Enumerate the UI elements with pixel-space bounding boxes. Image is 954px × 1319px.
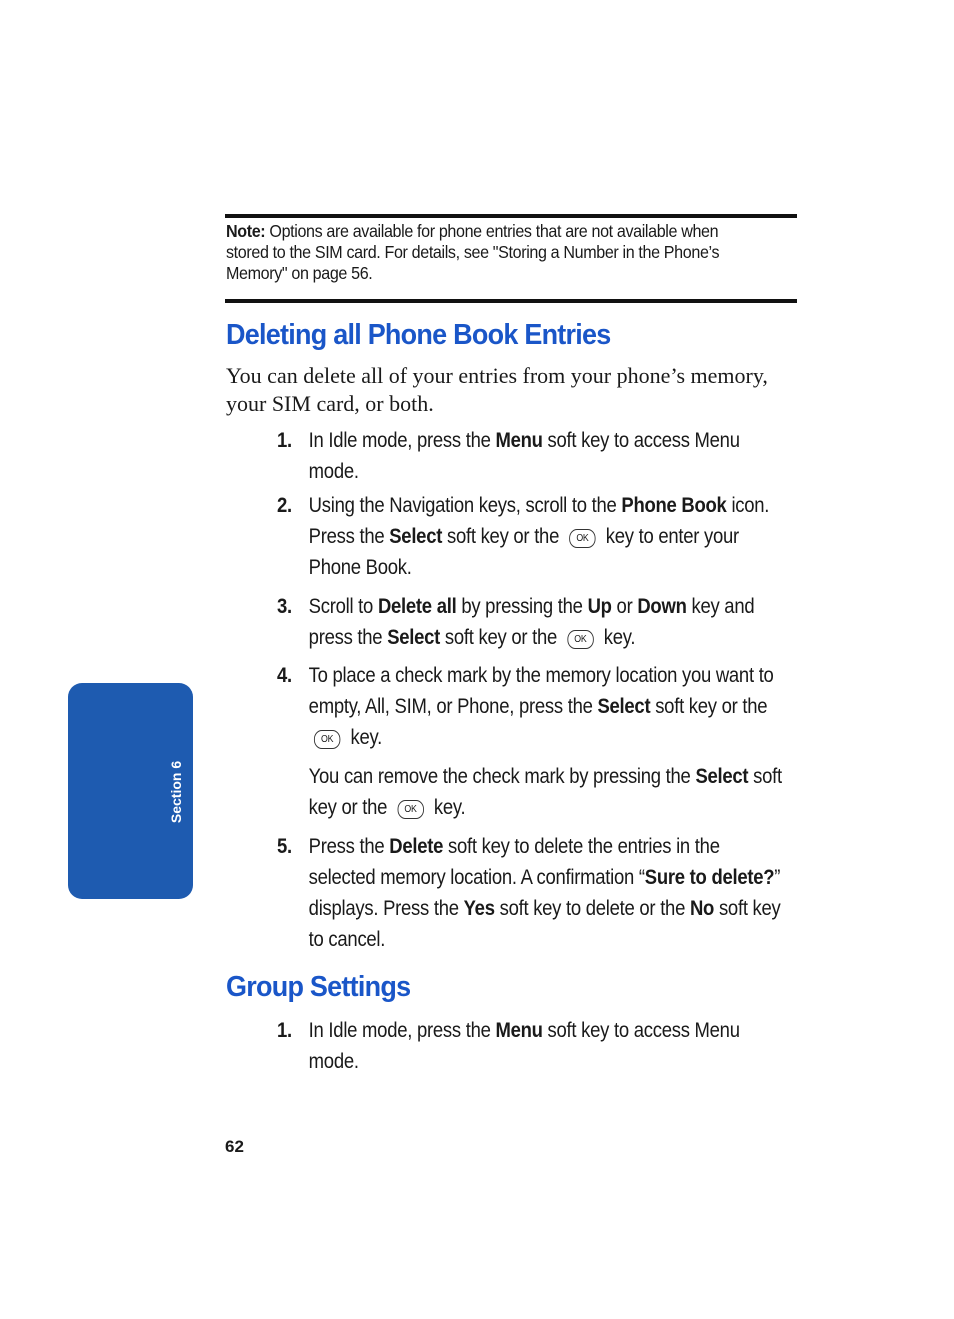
step-text: or bbox=[611, 595, 638, 618]
step-text: Scroll to bbox=[308, 595, 378, 618]
note-label: Note: bbox=[226, 221, 266, 241]
step-text: soft key or the bbox=[650, 695, 768, 718]
step-text: ” displays. Press the bbox=[308, 866, 781, 920]
note-bottom-rule bbox=[225, 299, 797, 303]
menu-name: Delete all bbox=[377, 595, 457, 618]
step-text: soft key to access Menu mode. bbox=[308, 429, 740, 483]
step-text: icon. Press the bbox=[308, 494, 770, 548]
step-number: 1. bbox=[277, 1019, 292, 1042]
step-text: soft key or the bbox=[440, 626, 562, 649]
step-text: key. bbox=[429, 796, 466, 819]
step-text: To place a check mark by the memory location you want to empty, All, SIM, or Phone, press the bbox=[308, 664, 774, 718]
step-text: soft key or the bbox=[442, 525, 564, 548]
key-name: Yes bbox=[463, 897, 495, 920]
step-text: Using the Navigation keys, scroll to the bbox=[308, 494, 622, 517]
step-number: 4. bbox=[277, 664, 292, 687]
key-name: Select bbox=[597, 695, 651, 718]
step-text: soft key to access Menu mode. bbox=[308, 1019, 740, 1073]
step-text: In Idle mode, press the bbox=[308, 429, 496, 452]
step-text: In Idle mode, press the bbox=[308, 1019, 496, 1042]
confirmation-text: Sure to delete? bbox=[644, 866, 775, 889]
key-name: Select bbox=[389, 525, 443, 548]
note-text: Options are available for phone entries that are not available when stored to the SIM card. For details, see "Storing a Number in the Phone’s Memory" on page 56. bbox=[226, 221, 720, 283]
step-text: soft key to delete the entries in the selected memory location. A confirmation “ bbox=[308, 835, 720, 889]
note-top-rule bbox=[225, 214, 797, 218]
key-name: Delete bbox=[389, 835, 444, 858]
list-item bbox=[277, 591, 787, 653]
list-item bbox=[277, 1015, 787, 1077]
ok-key-icon: OK bbox=[314, 730, 340, 749]
key-name: No bbox=[689, 897, 715, 920]
page-number: 62 bbox=[225, 1137, 244, 1156]
key-name: Select bbox=[695, 765, 749, 788]
ok-key-icon: OK bbox=[397, 800, 423, 819]
key-name: Select bbox=[387, 626, 441, 649]
list-item bbox=[277, 831, 787, 955]
step-number: 3. bbox=[277, 595, 292, 618]
step-text: You can remove the check mark by pressing the bbox=[308, 765, 696, 788]
intro-paragraph: You can delete all of your entries from your phone’s memory, your SIM card, or both. bbox=[226, 363, 768, 416]
step-number: 5. bbox=[277, 835, 292, 858]
step-number: 2. bbox=[277, 494, 292, 517]
step-text: key and press the bbox=[308, 595, 755, 649]
step-text: Press the bbox=[308, 835, 390, 858]
heading-deleting-entries: Deleting all Phone Book Entries bbox=[226, 319, 611, 351]
step-text: soft key or the bbox=[308, 765, 782, 819]
menu-name: Phone Book bbox=[621, 494, 727, 517]
key-name: Menu bbox=[495, 1019, 543, 1042]
heading-group-settings: Group Settings bbox=[226, 971, 411, 1003]
list-item bbox=[277, 660, 787, 753]
step-number: 1. bbox=[277, 429, 292, 452]
note-box bbox=[226, 221, 750, 284]
step-text: key. bbox=[598, 626, 636, 649]
step-text: key to enter your Phone Book. bbox=[308, 525, 739, 579]
key-name: Menu bbox=[495, 429, 543, 452]
key-name: Up bbox=[587, 595, 612, 618]
section-tab-label: Section 6 bbox=[168, 760, 184, 824]
step-text: key. bbox=[345, 726, 382, 749]
step-text: soft key to delete or the bbox=[494, 897, 690, 920]
step-text: soft key to cancel. bbox=[308, 897, 781, 951]
step-text: by pressing the bbox=[456, 595, 588, 618]
list-item bbox=[277, 490, 787, 583]
list-item bbox=[277, 425, 787, 487]
key-name: Down bbox=[637, 595, 687, 618]
list-item bbox=[277, 761, 787, 823]
ok-key-icon: OK bbox=[567, 630, 593, 649]
ok-key-icon: OK bbox=[569, 529, 595, 548]
